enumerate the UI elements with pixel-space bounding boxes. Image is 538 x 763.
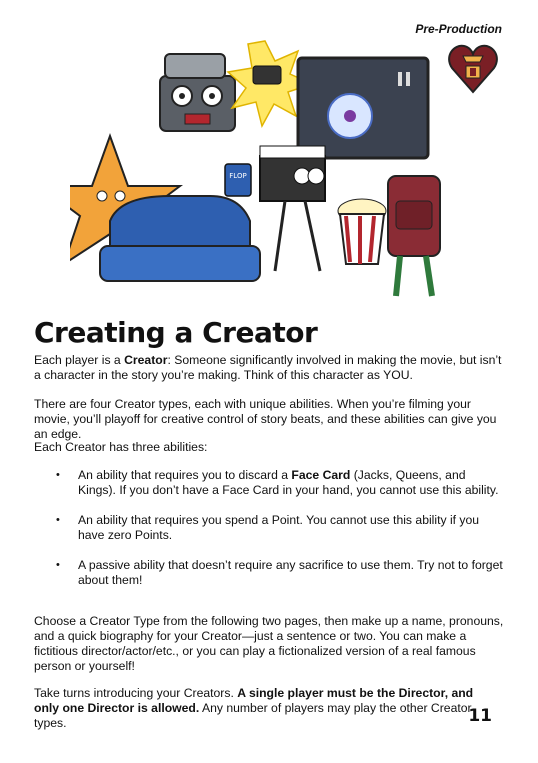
popcorn-icon xyxy=(338,199,386,264)
page-number: 11 xyxy=(468,706,492,726)
robot-character-icon xyxy=(160,54,235,131)
ability-one-prefix: An ability that requires you to discard a xyxy=(78,468,292,482)
abilities-list xyxy=(56,468,506,603)
abilities-intro: Each Creator has three abilities: xyxy=(34,440,208,454)
tv-screen-icon xyxy=(298,58,428,158)
intro-bold-term: Creator xyxy=(124,353,168,367)
turns-prefix: Take turns introducing your Creators. xyxy=(34,686,238,700)
intro-paragraph xyxy=(34,353,504,383)
sofa-icon xyxy=(100,196,260,281)
turns-paragraph xyxy=(34,686,474,731)
flop-sign-icon xyxy=(225,164,251,196)
list-item xyxy=(56,558,506,588)
clapperboard-character-icon xyxy=(260,146,325,271)
intro-suffix: : Someone significantly involved in making the movie, but isn’t a character in the story you’re making. Think of this character as YOU. xyxy=(34,353,502,382)
heart-badge-icon xyxy=(448,42,498,94)
ability-three-text: A passive ability that doesn’t require any sacrifice to use them. Try not to forget about them! xyxy=(78,558,503,587)
list-item xyxy=(56,513,506,543)
backpack-character-icon xyxy=(388,176,440,296)
section-label: Pre-Production xyxy=(415,22,502,36)
turns-bold: A single player must be the Director, and only one Director is allowed. xyxy=(34,686,474,715)
flop-sign-text: FLOP xyxy=(229,172,247,180)
turns-suffix: Any number of players may play the other Creator types. xyxy=(34,701,472,730)
intro-prefix: Each player is a xyxy=(34,353,125,367)
ability-one-bold: Face Card xyxy=(291,468,351,482)
page-title: Creating a Creator xyxy=(34,316,318,349)
hero-illustration xyxy=(70,36,450,306)
types-paragraph: There are four Creator types, each with unique abilities. When you’re filming your movie, you’ll playoff for creative control of story beats, and these abilities can give you an edge. xyxy=(34,397,497,441)
ability-two-text: An ability that requires you spend a Point. You cannot use this ability if you have zero Points. xyxy=(78,513,480,542)
list-item xyxy=(56,468,506,498)
choose-paragraph: Choose a Creator Type from the following two pages, then make up a name, pronouns, and a quick biography for your Creator—just a sentence or two. You can make a fictitious director/actor/etc., or you can play a fictionalized version of a real famous person or yourself! xyxy=(34,614,504,673)
ability-one-suffix: (Jacks, Queens, and Kings). If you don’t have a Face Card in your hand, you cannot use this ability. xyxy=(78,468,499,497)
